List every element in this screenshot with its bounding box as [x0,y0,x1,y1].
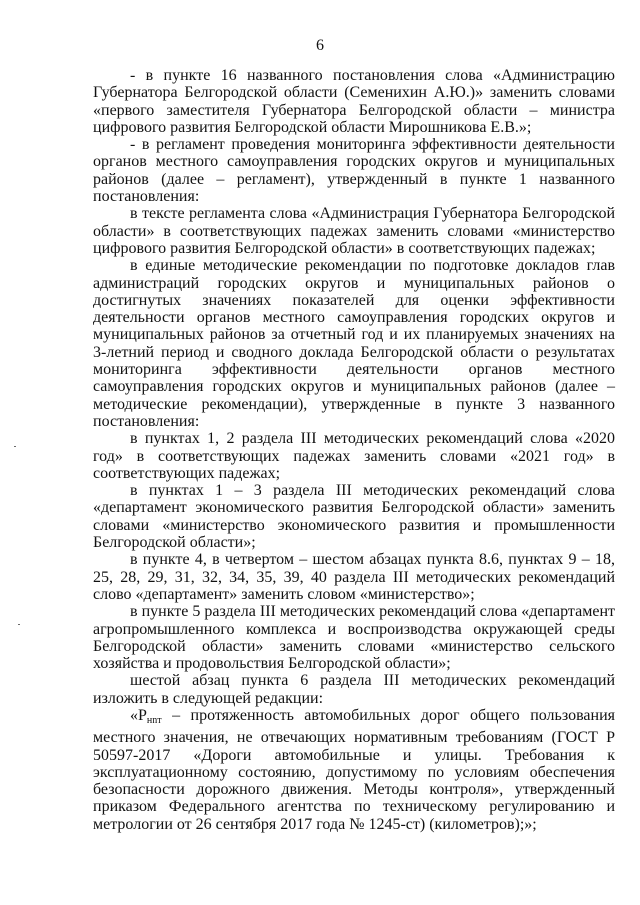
formula-subscript: нnт [146,714,162,726]
page-number: 6 [316,37,324,54]
scan-edge-mark [18,624,20,625]
formula-definition-text: – протяженность автомобильных дорог общего пользования местного значения, не отвечающих нормативным требованиям (ГОСТ Р 50597-2017 «Дороги автомобильные и улицы. Требования к эксплуатационному состоянию, допустимому по условиям обеспечения безопасности дорожного движения. Методы контроля», утвержденный приказом Федерального агентства по техническому регулированию и метрологии от 26 сентября 2017 года № 1245-ст) (километров);»; [93,706,615,833]
paragraph-economic-department-change: в пунктах 1 – 3 раздела III методических рекомендаций слова «департамент экономического развития Белгородской области» заменить словами «министерство экономического развития и промышленности Белгородской области»; [93,482,615,552]
paragraph-regulation-amendment: - в регламент проведения мониторинга эффективности деятельности органов местного самоуправления городских округов и муниципальных районов (далее – регламент), утвержденный в пункте 1 названного постановления: [93,136,615,206]
paragraph-agro-department-change: в пункте 5 раздела III методических рекомендаций слова «департамент агропромышленного комплекса и воспроизводства окружающей среды Белгородской области» заменить словами «министерство сельского хозяйства и продовольствия Белгородской области»; [93,603,615,673]
paragraph-year-change: в пунктах 1, 2 раздела III методических рекомендаций слова «2020 год» в соответствующих падежах заменить словами «2021 год» в соответствующих падежах; [93,430,615,482]
paragraph-methodical-recommendations: в единые методические рекомендации по подготовке докладов глав администраций городских округов и муниципальных районов о достигнутых значениях показателей для оценки эффективности деятельности органов местного самоуправления городских округов и муниципальных районов за отчетный год и их планируемых значениях на 3-летний период и сводного доклада Белгородской области о результатах мониторинга эффективности деятельности органов местного самоуправления городских округов и муниципальных районов (далее – методические рекомендации), утвержденные в пункте 3 названного постановления: [93,257,615,430]
formula-open-quote: « [130,706,138,724]
scan-edge-mark [14,446,16,447]
paragraph-department-word-change: в пункте 4, в четвертом – шестом абзацах пункта 8.6, пунктах 9 – 18, 25, 28, 29, 31, 32, 34, 35, 39, 40 раздела III методических рекомендаций слово «департамент» заменить словом «министерство»; [93,551,615,603]
paragraph-formula-definition [93,707,615,833]
paragraph-regulation-text-change: в тексте регламента слова «Администрация Губернатора Белгородской области» в соответствующих падежах заменить словами «министерство цифрового развития Белгородской области» в соответствующих падежах; [93,205,615,257]
document-body [93,67,615,833]
paragraph-item-16-amendment: - в пункте 16 названного постановления слова «Администрацию Губернатора Белгородской области (Семенихин А.Ю.)» заменить словами «первого заместителя Губернатора Белгородской области – министра цифрового развития Белгородской области Мирошникова Е.В.»; [93,67,615,136]
formula-symbol: P [138,706,147,724]
paragraph-sixth-subsection-intro: шестой абзац пункта 6 раздела III методических рекомендаций изложить в следующей редакции: [93,672,615,707]
